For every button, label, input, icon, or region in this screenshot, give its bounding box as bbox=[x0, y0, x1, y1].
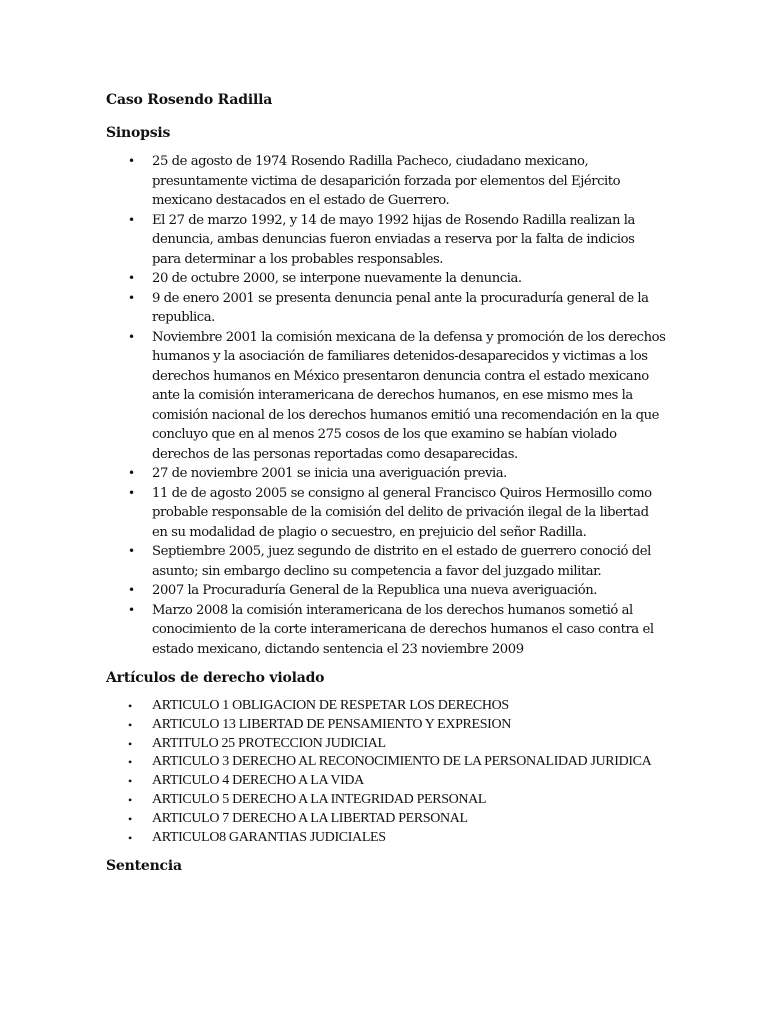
bullet-icon: • bbox=[128, 830, 132, 845]
bullet-icon: • bbox=[128, 792, 132, 807]
bullet-icon: • bbox=[128, 755, 132, 770]
synopsis-item: • 25 de agosto de 1974 Rosendo Radilla Pacheco, ciudadano mexicano, presuntamente victima de desaparición forzada por elementos del Ejército mexicano destacados en el estado de Guerrero. bbox=[128, 154, 621, 208]
bullet-icon: • bbox=[128, 602, 135, 617]
synopsis-item: • 20 de octubre 2000, se interpone nuevamente la denuncia. bbox=[106, 269, 666, 289]
synopsis-item: • 27 de noviembre 2001 se inicia una averiguación previa. bbox=[106, 464, 666, 484]
synopsis-item: • El 27 de marzo 1992, y 14 de mayo 1992 hijas de Rosendo Radilla realizan la denuncia, ambas denuncias fueron enviadas a reserva por la falta de indicios para determinar a los probables responsables. bbox=[128, 212, 635, 267]
synopsis-item: • Marzo 2008 la comisión interamericana de los derechos humanos sometió al conocimiento de la corte interamericana de derechos humanos el caso contra el estado mexicano, dictando sentencia el 23 noviembre 2009 bbox=[128, 602, 654, 657]
document-page bbox=[106, 90, 666, 885]
article-item: • ARTICULO8 GARANTIAS JUDICIALES bbox=[106, 829, 666, 848]
synopsis-list bbox=[106, 152, 666, 659]
article-item: • ARTICULO 4 DERECHO A LA VIDA bbox=[106, 772, 666, 791]
article-item: • ARTICULO 1 OBLIGACION DE RESPETAR LOS DERECHOS bbox=[106, 697, 666, 716]
articles-list bbox=[106, 697, 666, 847]
document-title: Caso Rosendo Radilla bbox=[106, 92, 273, 108]
articles-heading: Artículos de derecho violado bbox=[106, 670, 325, 686]
synopsis-item: • Noviembre 2001 la comisión mexicana de la defensa y promoción de los derechos humanos y la asociación de familiares detenidos-desaparecidos y victimas a los derechos humanos en México presentaron denuncia contra el estado mexicano ante la comisión interamericana de derechos humanos, en ese mismo mes la comisión nacional de los derechos humanos emitió una recomendación en la que concluyo que en al menos 275 cosos de los que examino se habían violado derechos de las personas reportadas como desaparecidas. bbox=[128, 329, 666, 462]
bullet-icon: • bbox=[128, 811, 132, 826]
bullet-icon: • bbox=[128, 485, 135, 500]
bullet-icon: • bbox=[128, 154, 135, 168]
article-item: • ARTICULO 3 DERECHO AL RECONOCIMIENTO DE LA PERSONALIDAD JURIDICA bbox=[106, 753, 666, 772]
synopsis-item: • 9 de enero 2001 se presenta denuncia penal ante la procuraduría general de la republica. bbox=[128, 290, 649, 325]
bullet-icon: • bbox=[128, 466, 135, 480]
sentence-heading: Sentencia bbox=[106, 858, 182, 875]
article-item: • ARTICULO 5 DERECHO A LA INTEGRIDAD PERSONAL bbox=[106, 791, 666, 810]
bullet-icon: • bbox=[128, 774, 132, 789]
article-item: • ARTITULO 25 PROTECCION JUDICIAL bbox=[106, 735, 666, 754]
article-item: • ARTICULO 13 LIBERTAD DE PENSAMIENTO Y EXPRESION bbox=[106, 716, 666, 735]
synopsis-heading: Sinopsis bbox=[106, 125, 171, 141]
bullet-icon: • bbox=[128, 699, 132, 713]
bullet-icon: • bbox=[128, 271, 135, 285]
bullet-icon: • bbox=[128, 212, 135, 227]
bullet-icon: • bbox=[128, 290, 135, 305]
synopsis-item: • Septiembre 2005, juez segundo de distrito en el estado de guerrero conoció del asunto; sin embargo declino su competencia a favor del juzgado militar. bbox=[128, 544, 651, 579]
bullet-icon: • bbox=[128, 736, 132, 751]
synopsis-item: • 11 de de agosto 2005 se consigno al general Francisco Quiros Hermosillo como probable responsable de la comisión del delito de privación ilegal de la libertad en su modalidad de plagio o secuestro, en prejuicio del señor Radilla. bbox=[128, 485, 652, 540]
bullet-icon: • bbox=[128, 583, 135, 597]
bullet-icon: • bbox=[128, 544, 135, 558]
article-item: • ARTICULO 7 DERECHO A LA LIBERTAD PERSONAL bbox=[106, 810, 666, 829]
bullet-icon: • bbox=[128, 717, 132, 732]
bullet-icon: • bbox=[128, 329, 135, 344]
synopsis-item: • 2007 la Procuraduría General de la Republica una nueva averiguación. bbox=[106, 581, 666, 601]
